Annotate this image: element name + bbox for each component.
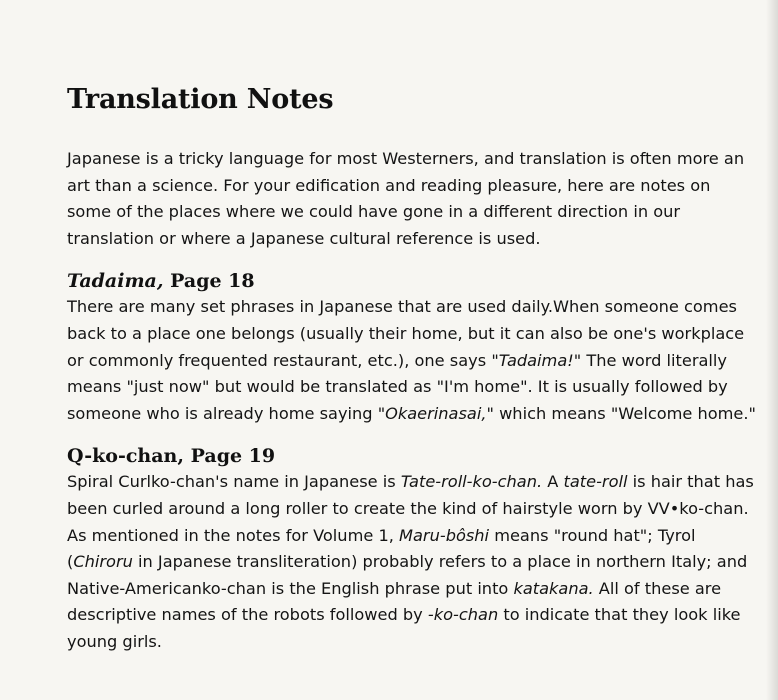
note-italic: Maru-bôshi xyxy=(399,525,490,545)
note-section-q-ko-chan xyxy=(67,443,757,655)
note-italic: katakana. xyxy=(513,578,594,598)
scan-shadow-edge xyxy=(766,0,778,700)
note-italic: "Tadaima!" xyxy=(491,350,582,370)
note-heading xyxy=(67,268,757,294)
note-text: to indicate that they look like young girls. xyxy=(67,605,741,651)
note-italic: Chiroru xyxy=(73,552,133,572)
note-text: There are many set phrases in Japanese that are used daily.When someone comes back to a place one belongs (usually their home, but it can also be one's workplace or commonly frequented restaurant, etc.), one says xyxy=(67,297,745,370)
note-body xyxy=(67,294,757,427)
note-text: The word literally means "just now" but would be translated as "I'm home". It is usually followed by someone who is already home saying xyxy=(67,350,728,423)
note-section-tadaima xyxy=(67,268,757,427)
note-page-ref: Page 18 xyxy=(170,270,255,293)
note-text: in Japanese transliteration) probably refers to a place in northern Italy; and Native-Americanko-chan is the English phrase put into xyxy=(67,552,748,598)
note-text: which means "Welcome home." xyxy=(493,403,756,423)
note-body xyxy=(67,469,757,655)
note-italic: "Okaerinasai," xyxy=(377,403,494,423)
intro-paragraph: Japanese is a tricky language for most Westerners, and translation is often more an art than a science. For your edification and reading pleasure, here are notes on some of the places where we could have gone in a different direction in our translation or where a Japanese cultural reference is used. xyxy=(67,149,745,248)
note-page-ref: Page 19 xyxy=(190,445,276,468)
page-title: Translation Notes xyxy=(67,84,334,115)
note-text: Spiral Curlko-chan's name in Japanese is xyxy=(67,472,401,492)
note-italic: Tate-roll-ko-chan. xyxy=(400,472,543,492)
translation-notes-page xyxy=(67,82,757,656)
note-heading xyxy=(67,443,757,469)
note-text: A xyxy=(542,472,564,492)
note-italic: tate-roll xyxy=(563,472,628,492)
note-text: is hair that has been curled around a long roller to create the kind of hairstyle worn by VV•ko-chan. As mentioned in the notes for Volume 1, xyxy=(67,472,754,545)
note-italic: -ko-chan xyxy=(427,605,499,625)
note-text: means "round hat"; Tyrol ( xyxy=(67,525,696,572)
note-text: All of these are descriptive names of the robots followed by xyxy=(67,578,722,625)
note-term: Tadaima, xyxy=(67,270,164,293)
note-term: Q-ko-chan, xyxy=(67,445,184,468)
